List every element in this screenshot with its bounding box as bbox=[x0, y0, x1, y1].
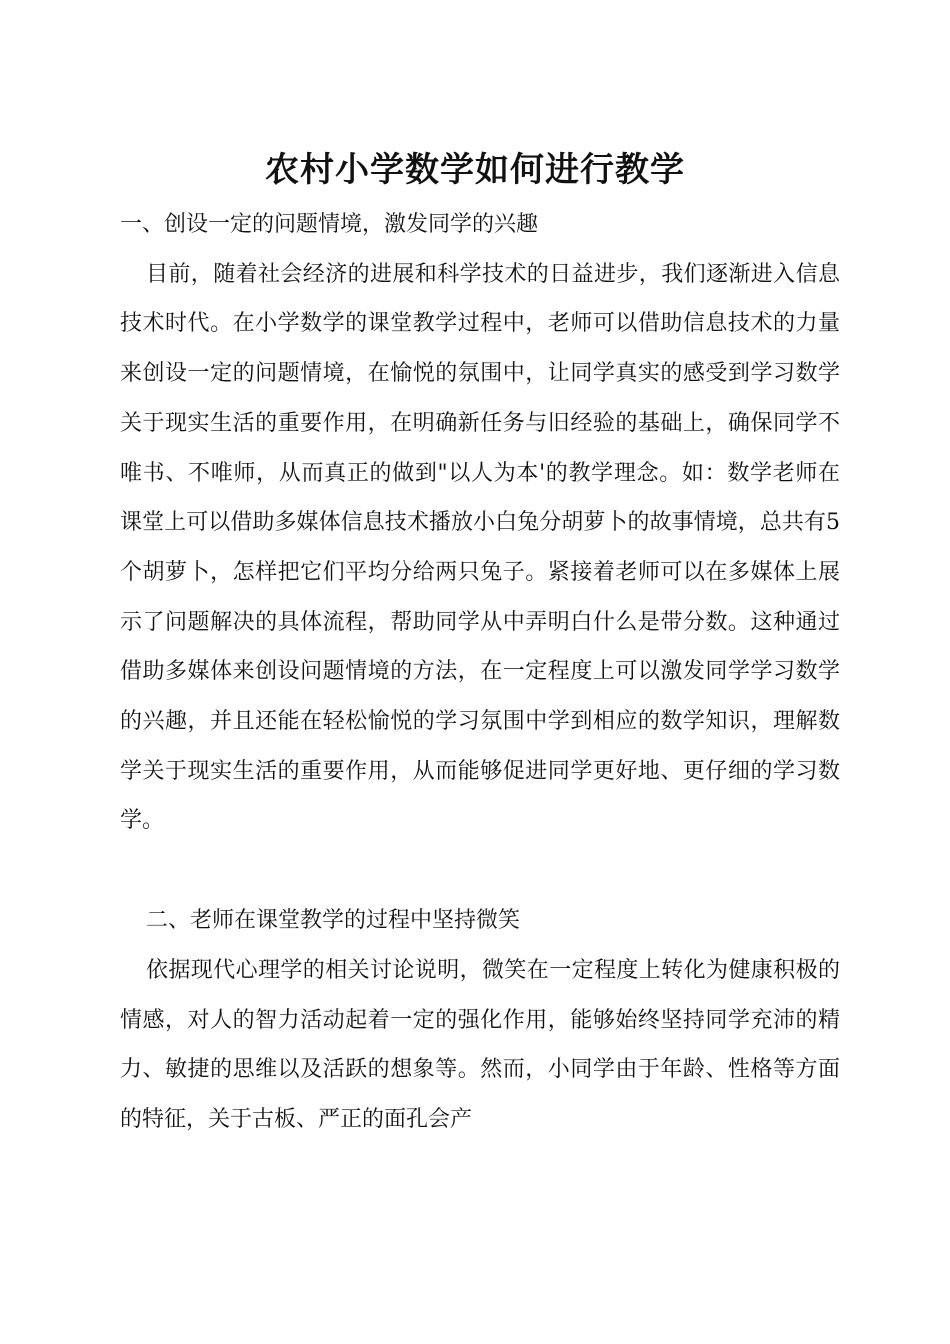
document-body bbox=[120, 200, 840, 1145]
document-title: 农村小学数学如何进行教学 bbox=[265, 150, 685, 190]
section-heading-2: 二、老师在课堂教学的过程中坚持微笑 bbox=[146, 908, 521, 934]
section-paragraph-2: 依据现代心理学的相关讨论说明，微笑在一定程度上转化为健康积极的情感，对人的智力活动起着一定的强化作用，能够始终坚持同学充沛的精力、敏捷的思维以及活跃的想象等。然而，小同学由于年龄、性格等方面的特征，关于古板、严正的面孔会产 bbox=[120, 957, 840, 1132]
section-paragraph-1: 目前，随着社会经济的进展和科学技术的日益进步，我们逐渐进入信息技术时代。在小学数学的课堂教学过程中，老师可以借助信息技术的力量来创设一定的问题情境，在愉悦的氛围中，让同学真实的感受到学习数学关于现实生活的重要作用，在明确新任务与旧经验的基础上，确保同学不唯书、不唯师，从而真正的做到"以人为本'的教学理念。如：数学老师在课堂上可以借助多媒体信息技术播放小白兔分胡萝卜的故事情境，总共有5个胡萝卜，怎样把它们平均分给两只兔子。紧接着老师可以在多媒体上展示了问题解决的具体流程，帮助同学从中弄明白什么是带分数。这种通过借助多媒体来创设问题情境的方法，在一定程度上可以激发同学学习数学的兴趣，并且还能在轻松愉悦的学习氛围中学到相应的数学知识，理解数学关于现实生活的重要作用，从而能够促进同学更好地、更仔细的学习数学。 bbox=[120, 261, 840, 834]
section-heading-1: 一、创设一定的问题情境，激发同学的兴趣 bbox=[120, 212, 539, 237]
